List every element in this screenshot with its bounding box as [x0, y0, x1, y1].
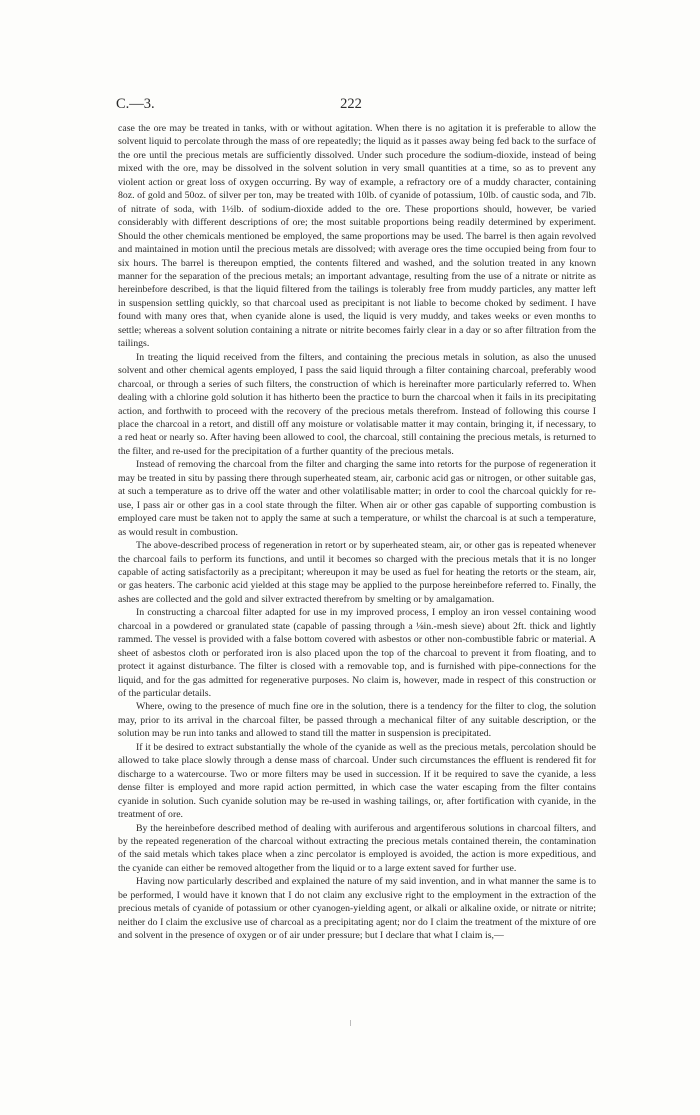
- page-mark: [350, 1020, 351, 1026]
- paragraph: case the ore may be treated in tanks, with or without agitation. When there is no agitation it is preferable to allow the solvent liquid to percolate through the mass of ore repeatedly; the liquid as it passes away being fed back to the surface of the ore until the precious metals are sufficiently dissolved. Under such procedure the sodium-dioxide, instead of being mixed with the ore, may be dissolved in the solvent solution in very small quantities at a time, so as to prevent any violent action or great loss of oxygen occurring. By way of example, a refractory ore of a muddy character, containing 8oz. of gold and 50oz. of silver per ton, may be treated with 10lb. of cyanide of potassium, 10lb. of caustic soda, and 7lb. of nitrate of soda, with 1½lb. of sodium-dioxide added to the ore. These proportions should, however, be varied considerably with different descriptions of ore; the most suitable proportions being readily determined by experiment. Should the other chemicals mentioned be employed, the same proportions may be used. The barrel is then again revolved and maintained in motion until the precious metals are dissolved; with average ores the time occupied being from four to six hours. The barrel is thereupon emptied, the contents filtered and washed, and the solution treated in any known manner for the separation of the precious metals; an important advantage, resulting from the use of a nitrate or nitrite as hereinbefore described, is that the liquid filtered from the tailings is tolerably free from muddy particles, any matter left in suspension settling quickly, so that charcoal used as precipitant is not liable to become choked by sediment. I have found with many ores that, when cyanide alone is used, the liquid is very muddy, and takes weeks or even months to settle; whereas a solvent solution containing a nitrate or nitrite becomes fairly clear in a day or so after filtration from the tailings.: [118, 123, 596, 350]
- paragraph: Where, owing to the presence of much fine ore in the solution, there is a tendency for the filter to clog, the solution may, prior to its arrival in the charcoal filter, be passed through a mechanical filter of any suitable description, or the solution may be run into tanks and allowed to stand till the matter in suspension is precipitated.: [118, 701, 596, 740]
- paragraph: Instead of removing the charcoal from the filter and charging the same into retorts for the purpose of regeneration it may be treated in situ by passing there through superheated steam, air, carbonic acid gas or nitrogen, or other suitable gas, at such a temperature as to drive off the water and other volatilisable matter; in order to cool the charcoal quickly for re-use, I pass air or other gas in a cool state through the filter. When air or other gas capable of supporting combustion is employed care must be taken not to apply the same at such a temperature, or whilst the charcoal is at such a temperature, as would result in combustion.: [118, 459, 596, 538]
- page-number: 222: [340, 96, 362, 112]
- paragraph: In constructing a charcoal filter adapted for use in my improved process, I employ an iron vessel containing wood charcoal in a powdered or granulated state (capable of passing through a ⅛in.-mesh sieve) about 2ft. thick and lightly rammed. The vessel is provided with a false bottom covered with asbestos or other non-combustible fabric or material. A sheet of asbestos cloth or perforated iron is also placed upon the top of the charcoal to prevent it from floating, and to protect it against disturbance. The filter is closed with a removable top, and is furnished with pipe-connections for the liquid, and for the gas admitted for regenerative purposes. No claim is, however, made in respect of this construction or of the particular details.: [118, 607, 596, 700]
- document-reference: C.—3.: [116, 96, 155, 112]
- paragraph: Having now particularly described and explained the nature of my said invention, and in what manner the same is to be performed, I would have it known that I do not claim any exclusive right to the employment in the extraction of the precious metals of cyanide of potassium or other cyanogen-yielding agent, or alkali or alkaline oxide, or nitrate or nitrite; neither do I claim the exclusive use of charcoal as a precipitating agent; nor do I claim the treatment of the mixture of ore and solvent in the presence of oxygen or of air under pressure; but I declare that what I claim is,—: [118, 876, 596, 942]
- paragraph: The above-described process of regeneration in retort or by superheated steam, air, or other gas is repeated whenever the charcoal fails to perform its functions, and until it becomes so charged with the precious metals that it is no longer capable of acting satisfactorily as a precipitant; whereupon it may be used as fuel for heating the retorts or the steam, air, or gas heaters. The carbonic acid yielded at this stage may be applied to the purpose hereinbefore referred to. Finally, the ashes are collected and the gold and silver extracted therefrom by smelting or by amalgamation.: [118, 540, 596, 605]
- body-text: [118, 122, 596, 943]
- paragraph: In treating the liquid received from the filters, and containing the precious metals in solution, as also the unused solvent and other chemical agents employed, I pass the said liquid through a filter containing charcoal, preferably wood charcoal, or through a series of such filters, the construction of which is hereinafter more particularly referred to. When dealing with a chlorine gold solution it has hitherto been the practice to burn the charcoal when it fails in its precipitating action, and forthwith to proceed with the recovery of the precious metals therefrom. Instead of following this course I place the charcoal in a retort, and distill off any moisture or volatisable matter it may contain, bringing it, if necessary, to a red heat or nearly so. After having been allowed to cool, the charcoal, still containing the precious metals, is returned to the filter, and re-used for the precipitation of a further quantity of the precious metals.: [118, 351, 596, 457]
- paragraph: If it be desired to extract substantially the whole of the cyanide as well as the precious metals, percolation should be allowed to take place slowly through a dense mass of charcoal. Under such circumstances the effluent is rendered fit for discharge to a watercourse. Two or more filters may be used in succession. If it be required to save the cyanide, a less dense filter is employed and more rapid action permitted, in which case the water escaping from the filter contains cyanide in solution. Such cyanide solution may be re-used in washing tailings, or, after fortification with cyanide, in the treatment of ore.: [118, 741, 596, 821]
- page-header: [116, 96, 586, 116]
- paragraph: By the hereinbefore described method of dealing with auriferous and argentiferous solutions in charcoal filters, and by the repeated regeneration of the charcoal without extracting the precious metals contained therein, the contamination of the said metals which takes place when a zinc percolator is employed is avoided, the action is more expeditious, and the cyanide can either be removed altogether from the liquid or to a large extent saved for further use.: [118, 822, 596, 874]
